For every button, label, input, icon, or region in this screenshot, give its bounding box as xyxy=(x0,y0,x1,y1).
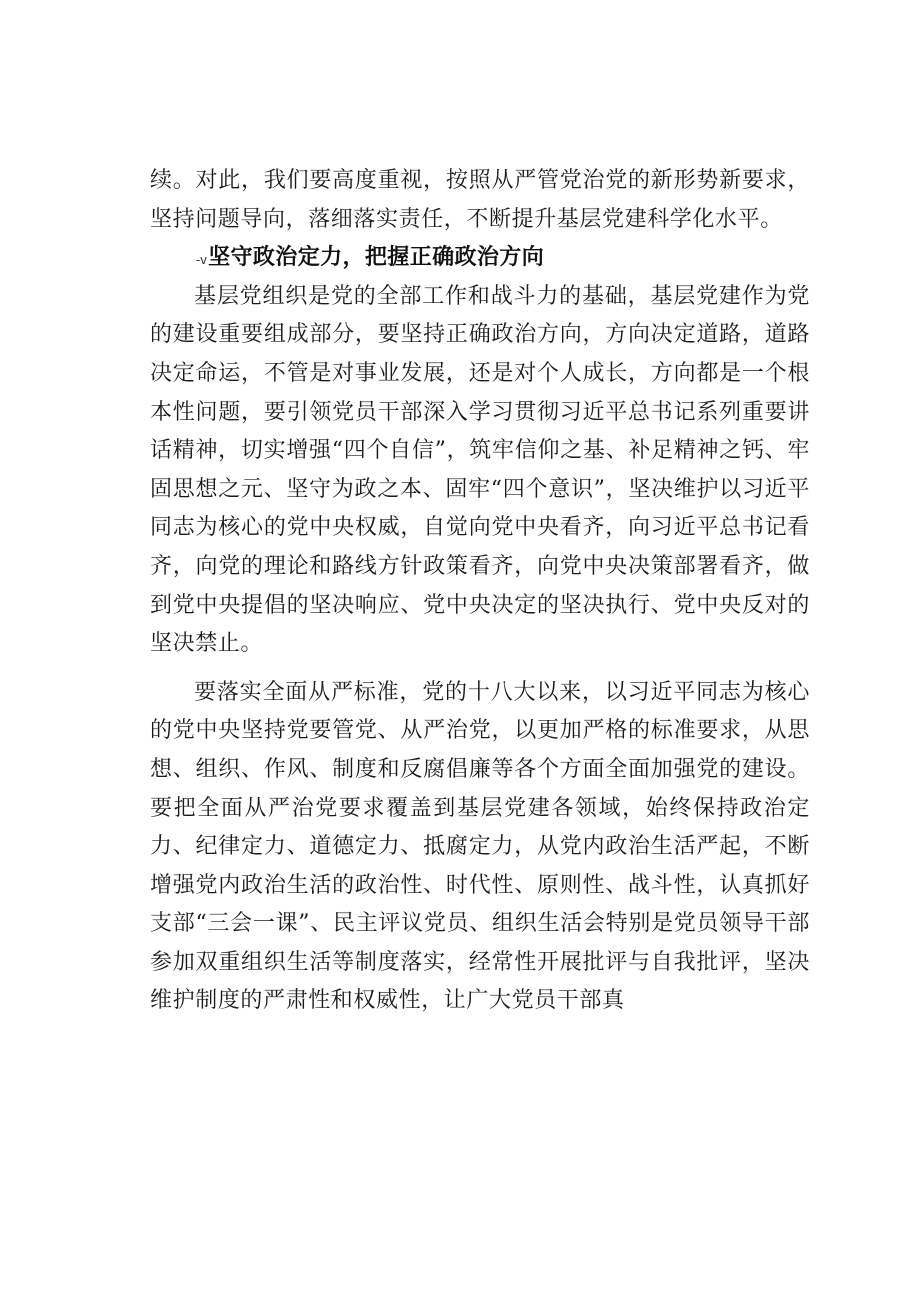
section-heading xyxy=(150,239,810,278)
body-paragraph-2: 要落实全面从严标准，党的十八大以来，以习近平同志为核心的党中央坚持党要管党、从严治党，以更加严格的标准要求，从思想、组织、作风、制度和反腐倡廉等各个方面全面加强党的建设。要把全面从严治党要求覆盖到基层党建各领域，始终保持政治定力、纪律定力、道德定力、抵腐定力，从党内政治生活严起，不断增强党内政治生活的政治性、时代性、原则性、战斗性，认真抓好支部“三会一课”、民主评议党员、组织生活会特别是党员领导干部参加双重组织生活等制度落实，经常性开展批评与自我批评，坚决维护制度的严肃性和权威性，让广大党员干部真 xyxy=(150,679,810,1014)
intro-paragraph: 续。对此，我们要高度重视，按照从严管党治党的新形势新要求，坚持问题导向，落细落实责任，不断提升基层党建科学化水平。 xyxy=(150,168,810,232)
document-body xyxy=(150,162,810,1021)
heading-marker: -v xyxy=(196,253,208,268)
heading-text: 坚守政治定力，把握正确政治方向 xyxy=(208,245,545,271)
paragraph-gap xyxy=(150,664,810,674)
body-paragraph-1: 基层党组织是党的全部工作和战斗力的基础，基层党建作为党的建设重要组成部分，要坚持正确政治方向，方向决定道路，道路决定命运，不管是对事业发展，还是对个人成长，方向都是一个根本性问题，要引领党员干部深入学习贯彻习近平总书记系列重要讲话精神，切实增强“四个自信”，筑牢信仰之基、补足精神之钙、牢固思想之元、坚守为政之本、固牢“四个意识”，坚决维护以习近平同志为核心的党中央权威，自觉向党中央看齐，向习近平总书记看齐，向党的理论和路线方针政策看齐，向党中央决策部署看齐，做到党中央提倡的坚决响应、党中央决定的坚决执行、党中央反对的坚决禁止。 xyxy=(150,283,810,657)
